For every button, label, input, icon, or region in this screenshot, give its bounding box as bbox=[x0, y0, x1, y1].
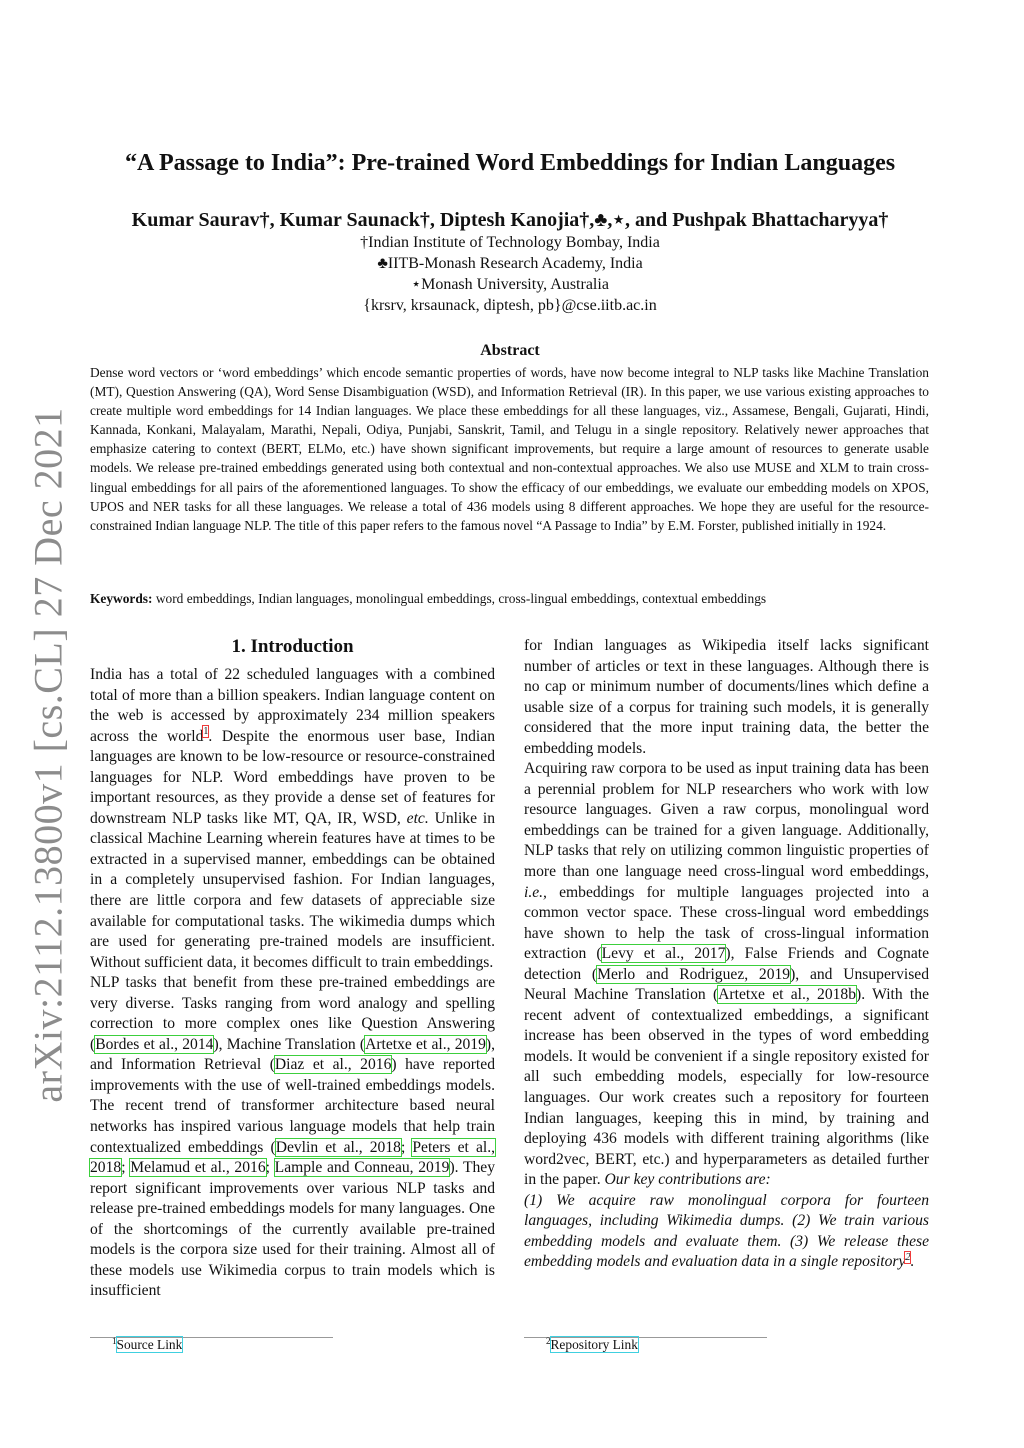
contributions-paragraph: (1) We acquire raw monolingual corpora for fourteen languages, including Wikimedia dumps. (2) We train various embedding models and evaluate them. (3) We release these embedding models and evaluation data in a single repository$^2$. bbox=[524, 1191, 929, 1271]
keywords-label: Keywords: bbox=[90, 591, 153, 606]
paper-title: “A Passage to India”: Pre-trained Word Embeddings for Indian Languages bbox=[124, 150, 896, 176]
citation-artetxe-2018b[interactable]: Artetxe et al., 2018b bbox=[718, 986, 857, 1004]
keywords-text: word embeddings, Indian languages, monolingual embeddings, cross-lingual embeddings, contextual embeddings bbox=[152, 591, 767, 606]
footnote-ref-1[interactable]: 1 bbox=[203, 726, 209, 738]
citation-lample-2019[interactable]: Lample and Conneau, 2019 bbox=[274, 1159, 450, 1177]
right-column bbox=[524, 636, 929, 1273]
citation-melamud-2016[interactable]: Melamud et al., 2016 bbox=[130, 1159, 266, 1177]
affiliation-iitb: †Indian Institute of Technology Bombay, India bbox=[360, 234, 660, 251]
intro-paragraph-2: NLP tasks that benefit from these pre-trained embeddings are very diverse. Tasks ranging from word analogy and spelling correction to more complex ones like Question Answering (Bordes et al., 2014), Machine Translation (Artetxe et al., 2019), and Information Retrieval (Diaz et al., 2016) have reported improvements with the use of well-trained embeddings models. The recent trend of transformer architecture based neural networks has inspired various language models that help train contextualized embeddings (Devlin et al., 2018; Peters et al., 2018; Melamud et al., 2016; Lample and Conneau, 2019). They report significant improvements over various NLP tasks and release pre-trained embeddings models for many languages. One of the shortcomings of the currently available pre-trained models is the corpora size used for their training. Almost all of these models use Wikimedia corpus to train models which is insufficient bbox=[90, 974, 496, 1300]
intro-paragraph-1: India has a total of 22 scheduled languages with a combined total of more than a billion speakers. Indian language content on the web is accessed by approximately 234 million speakers across the world$^1$. Despite the enormous user base, Indian languages are known to be low-resource or resource-constrained languages for NLP. Word embeddings have proven to be important resources, as they provide a dense set of features for downstream NLP tasks like MT, QA, IR, WSD, etc. Unlike in classical Machine Learning wherein features have at times to be extracted in a supervised manner, embeddings can be obtained in a completely unsupervised fashion. For Indian languages, there are little corpora and few datasets of appreciable size available for computational tasks. The wikimedia dumps which are used for generating pre-trained models are insufficient. Without sufficient data, it becomes difficult to train embeddings. bbox=[90, 666, 495, 971]
citation-peters-2018[interactable]: Peters et al., 2018 bbox=[90, 1138, 495, 1177]
abstract-heading: Abstract bbox=[480, 342, 540, 359]
footnote-ref-2[interactable]: 2 bbox=[905, 1252, 911, 1264]
affiliation-monash: ⋆Monash University, Australia bbox=[411, 276, 609, 293]
source-link[interactable]: Source Link bbox=[116, 1337, 183, 1353]
affiliations bbox=[90, 232, 930, 316]
affiliation-iitb-monash: ♣IITB-Monash Research Academy, India bbox=[377, 255, 643, 272]
arxiv-stamp bbox=[8, 407, 88, 1103]
keywords bbox=[90, 591, 929, 607]
arxiv-stamp-text: arXiv:2112.13800v1 [cs.CL] 27 Dec 2021 bbox=[25, 407, 71, 1103]
citation-bordes-2014[interactable]: Bordes et al., 2014 bbox=[95, 1035, 214, 1053]
author-list: Kumar Saurav†, Kumar Saunack†, Diptesh Kanojia†,♣,⋆, and Pushpak Bhattacharyya† bbox=[131, 209, 889, 231]
footnote-1: $^1$Source Link bbox=[112, 1336, 183, 1353]
intro-paragraph-4: Acquiring raw corpora to be used as input training data has been a perennial problem for NLP researchers who work with low resource languages. Given a raw corpus, monolingual word embeddings can be trained for a given language. Additionally, NLP tasks that rely on utilizing common linguistic properties of more than one language need cross-lingual word embeddings, i.e., embeddings for multiple languages projected into a common vector space. These cross-lingual word embeddings have shown to help the task of cross-lingual information extraction (Levy et al., 2017), False Friends and Cognate detection (Merlo and Rodriguez, 2019), and Unsupervised Neural Machine Translation (Artetxe et al., 2018b). With the recent advent of contextualized embeddings, a significant increase has been observed in the types of word embedding models. It would be convenient if a single repository existed for all such embedding models, especially for low-resource languages. Our work creates such a repository for fourteen Indian languages, keeping this in mind, by training and deploying 436 models with different training algorithms (like word2vec, BERT, etc.) and hyperparameters as detailed further in the paper. Our key contributions are: bbox=[524, 760, 930, 1189]
citation-artetxe-2019[interactable]: Artetxe et al., 2019 bbox=[365, 1035, 486, 1053]
section-heading-introduction: 1. Introduction bbox=[231, 636, 354, 657]
abstract-body: Dense word vectors or ‘word embeddings’ which encode semantic properties of words, have now become integral to NLP tasks like Machine Translation (MT), Question Answering (QA), Word Sense Disambiguation (WSD), and Information Retrieval (IR). In this paper, we use various existing approaches to create multiple word embeddings for 14 Indian languages. We place these embeddings for all these languages, viz., Assamese, Bengali, Gujarati, Hindi, Kannada, Konkani, Malayalam, Marathi, Nepali, Odiya, Punjabi, Sanskrit, Tamil, and Telugu in a single repository. Relatively newer approaches that emphasize catering to context (BERT, ELMo, etc.) have shown significant improvements, but require a large amount of resources to generate usable models. We release pre-trained embeddings generated using both contextual and non-contextual approaches. We also use MUSE and XLM to train cross-lingual embeddings for all pairs of the aforementioned languages. To show the efficacy of our embeddings, we evaluate our embedding models on XPOS, UPOS and NER tasks for all these languages. We release a total of 436 models using 8 different approaches. We hope they are useful for the resource-constrained Indian language NLP. The title of this paper refers to the famous novel “A Passage to India” by E.M. Forster, published initially in 1924. bbox=[90, 365, 929, 533]
citation-levy-2017[interactable]: Levy et al., 2017 bbox=[601, 945, 726, 963]
footnote-2: $^2$Repository Link bbox=[546, 1336, 638, 1353]
citation-diaz-2016[interactable]: Diaz et al., 2016 bbox=[274, 1056, 392, 1074]
left-column bbox=[90, 635, 495, 1302]
repository-link[interactable]: Repository Link bbox=[550, 1337, 638, 1353]
citation-merlo-2019[interactable]: Merlo and Rodriguez, 2019 bbox=[597, 965, 791, 983]
author-emails: {krsrv, krsaunack, diptesh, pb}@cse.iitb.ac.in bbox=[363, 297, 657, 314]
intro-paragraph-3: for Indian languages as Wikipedia itself lacks significant number of articles or text in these languages. Although there is no cap or minimum number of documents/lines which define a usable size of a corpus for training such models, it is generally considered that the more input training data, the better the embedding models. bbox=[524, 637, 929, 757]
citation-devlin-2018[interactable]: Devlin et al., 2018 bbox=[275, 1138, 401, 1156]
